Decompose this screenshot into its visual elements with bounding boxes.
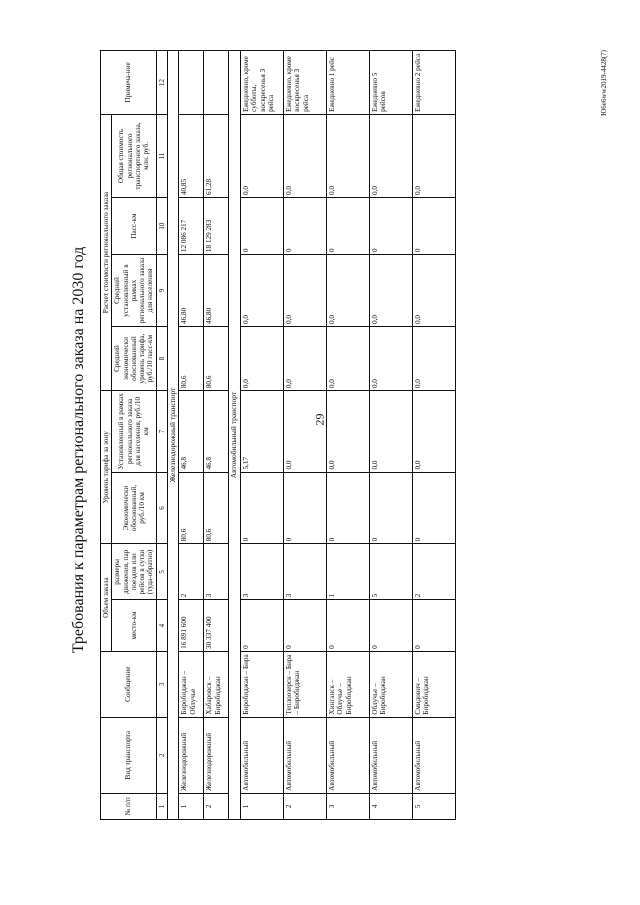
cell-total: 61,28 [204, 114, 229, 197]
cell-n: 1 [240, 793, 283, 819]
cell-trains: 3 [204, 544, 229, 600]
cell-avg-econ: 0,0 [369, 326, 412, 390]
col-number: 7 [156, 391, 167, 472]
cell-route: Хабаровск – Биробиджан [204, 651, 229, 717]
cell-econ: 0 [240, 472, 283, 544]
cell-econ: 80,6 [204, 472, 229, 544]
cell-trains: 3 [283, 544, 326, 600]
cell-pass: 12 086 217 [179, 198, 204, 255]
cell-avg-econ: 0,0 [240, 326, 283, 390]
col-number: 8 [156, 326, 167, 390]
cell-set: 46,8 [179, 391, 204, 472]
table-row [283, 51, 326, 820]
cell-n: 4 [369, 793, 412, 819]
cell-type: Автомобильный [240, 717, 283, 793]
cell-trains: 2 [179, 544, 204, 600]
header-calc: Расчет стоимости регионального заказа [101, 114, 112, 390]
cell-note: Ежедневно, кроме воскресенья 3 рейса [283, 51, 326, 115]
table-row [412, 51, 455, 820]
cell-pass: 18 129 283 [204, 198, 229, 255]
header-tariff: Уровень тарифа за зону [101, 391, 112, 544]
cell-n: 1 [179, 793, 204, 819]
col-number: 11 [156, 114, 167, 197]
page-number: 29 [312, 413, 327, 426]
cell-seat: 0 [326, 600, 369, 652]
cell-avg-set: 0,0 [240, 255, 283, 327]
cell-econ: 0 [412, 472, 455, 544]
col-number: 6 [156, 472, 167, 544]
cell-avg-set: 0,0 [283, 255, 326, 327]
cell-n: 2 [204, 793, 229, 819]
section-rail: Железнодорожный транспорт [167, 51, 179, 820]
header-avg-set: Средний установленный в рамках регионального заказа для населения [112, 255, 156, 327]
col-number: 12 [156, 51, 167, 115]
cell-avg-set: 0,0 [412, 255, 455, 327]
header-seat-km: место-км [112, 600, 156, 652]
cell-econ: 0 [326, 472, 369, 544]
cell-seat: 16 891 600 [179, 600, 204, 652]
cell-avg-set: 46,80 [179, 255, 204, 327]
cell-avg-set: 46,80 [204, 255, 229, 327]
cell-type: Автомобильный [369, 717, 412, 793]
header-num: № п/п [101, 793, 157, 819]
cell-route: Хинганск – Облучье – Биробиджан [326, 651, 369, 717]
cell-type: Автомобильный [283, 717, 326, 793]
cell-avg-econ: 80,6 [204, 326, 229, 390]
cell-avg-set: 0,0 [326, 255, 369, 327]
header-pass-km: Пасс-км [112, 198, 156, 255]
cell-avg-econ: 0,0 [283, 326, 326, 390]
col-number: 3 [156, 651, 167, 717]
table-row [240, 51, 283, 820]
cell-seat: 0 [369, 600, 412, 652]
cell-set: 46,8 [204, 391, 229, 472]
col-number: 5 [156, 544, 167, 600]
table-row [179, 51, 204, 820]
table-row [369, 51, 412, 820]
cell-route: Облучье – Биробиджан [369, 651, 412, 717]
header-route: Сообщение [101, 651, 157, 717]
cell-type: Автомобильный [326, 717, 369, 793]
col-number: 2 [156, 717, 167, 793]
cell-set: 0,0 [326, 391, 369, 472]
header-trains: размеры движения, пар поездов или рейсов в сутки (туда-обратно) [112, 544, 156, 600]
cell-trains: 2 [412, 544, 455, 600]
cell-avg-set: 0,0 [369, 255, 412, 327]
cell-trains: 5 [369, 544, 412, 600]
header-avg-econ: Средний экономически обоснованный уровень тарифа, руб./10 пасс-км [112, 326, 156, 390]
cell-seat: 0 [283, 600, 326, 652]
cell-set: 0,0 [412, 391, 455, 472]
header-transport: Вид транспорта [101, 717, 157, 793]
cell-total: 0,0 [283, 114, 326, 197]
cell-note: Ежедневно 2 рейса [412, 51, 455, 115]
cell-route: Смидович – Биробиджан [412, 651, 455, 717]
cell-seat: 30 337 400 [204, 600, 229, 652]
cell-n: 5 [412, 793, 455, 819]
cell-set: 5,17 [240, 391, 283, 472]
cell-seat: 0 [240, 600, 283, 652]
cell-note: Ежедневно 5 рейсов [369, 51, 412, 115]
cell-total: 0,0 [326, 114, 369, 197]
col-number: 9 [156, 255, 167, 327]
cell-pass: 0 [240, 198, 283, 255]
header-econ: Экономически обоснованный, руб./10 км [112, 472, 156, 544]
table-row [204, 51, 229, 820]
cell-note [204, 51, 229, 115]
cell-route: Биробиджан – Облучье [179, 651, 204, 717]
cell-type: Железнодорожный [204, 717, 229, 793]
footer-code: Ю6е6ww2019-4428(7) [600, 50, 608, 116]
cell-pass: 0 [369, 198, 412, 255]
regional-order-table [100, 50, 456, 820]
cell-type: Автомобильный [412, 717, 455, 793]
cell-trains: 3 [240, 544, 283, 600]
rotated-page [60, 40, 620, 860]
header-set: Установленный в рамках регионального заказа для населения, руб./10 км [112, 391, 156, 472]
cell-set: 0,0 [369, 391, 412, 472]
cell-n: 2 [283, 793, 326, 819]
column-numbers-row [156, 51, 167, 820]
cell-note [179, 51, 204, 115]
table-row [326, 51, 369, 820]
col-number: 1 [156, 793, 167, 819]
col-number: 10 [156, 198, 167, 255]
cell-econ: 80,6 [179, 472, 204, 544]
header-volume: Объем заказа [101, 544, 112, 651]
cell-econ: 0 [283, 472, 326, 544]
col-number: 4 [156, 600, 167, 652]
cell-avg-econ: 0,0 [326, 326, 369, 390]
header-note: Примеча-ние [101, 51, 157, 115]
cell-total: 40,85 [179, 114, 204, 197]
section-auto: Автомобильный транспорт [229, 51, 241, 820]
cell-trains: 1 [326, 544, 369, 600]
cell-n: 3 [326, 793, 369, 819]
cell-seat: 0 [412, 600, 455, 652]
cell-route: Теплоозерск – Бира – Биробиджан [283, 651, 326, 717]
cell-avg-econ: 80,6 [179, 326, 204, 390]
cell-type: Железнодорожный [179, 717, 204, 793]
page-title: Требования к параметрам регионального заказа на 2030 год [70, 246, 87, 654]
cell-total: 0,0 [412, 114, 455, 197]
cell-pass: 0 [326, 198, 369, 255]
cell-total: 0,0 [369, 114, 412, 197]
cell-pass: 0 [283, 198, 326, 255]
cell-route: Биробиджан – Бира [240, 651, 283, 717]
cell-econ: 0 [369, 472, 412, 544]
cell-pass: 0 [412, 198, 455, 255]
cell-note: Ежедневно, кроме субботы, воскресенья 3 рейса [240, 51, 283, 115]
cell-note: Ежедневно 1 рейс [326, 51, 369, 115]
cell-avg-econ: 0,0 [412, 326, 455, 390]
cell-set: 0,0 [283, 391, 326, 472]
header-total: Общая стоимость регионального транспортного заказа, млн. руб. [112, 114, 156, 197]
cell-total: 0,0 [240, 114, 283, 197]
